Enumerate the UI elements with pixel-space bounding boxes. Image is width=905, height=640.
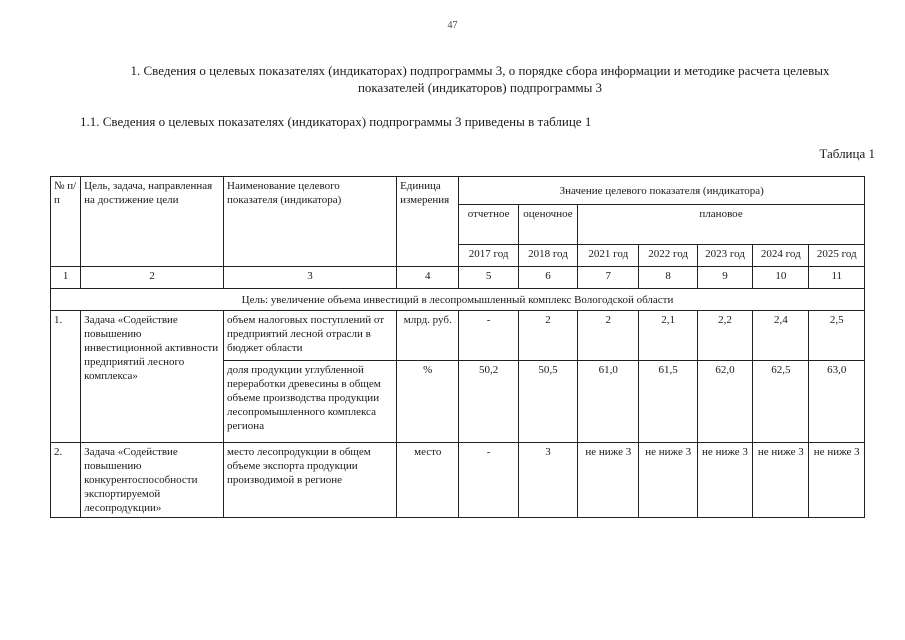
value-cell: 2,1 (639, 311, 697, 361)
header-year: 2024 год (753, 245, 809, 267)
column-number: 5 (459, 267, 518, 289)
header-indicator: Наименование целевого показателя (индикатора) (224, 177, 397, 267)
row-number: 2. (51, 443, 81, 518)
indicator-name: место лесопродукции в общем объеме экспорта продукции производимой в регионе (224, 443, 397, 518)
value-cell: 2,4 (753, 311, 809, 361)
header-year: 2023 год (697, 245, 752, 267)
table-row (51, 311, 865, 361)
value-cell: 2,2 (697, 311, 752, 361)
value-cell: 62,0 (697, 361, 752, 443)
header-planned: плановое (578, 205, 865, 245)
value-cell: не ниже 3 (697, 443, 752, 518)
column-number: 2 (81, 267, 224, 289)
value-cell: 50,5 (518, 361, 577, 443)
indicators-table (50, 176, 865, 518)
value-cell: не ниже 3 (809, 443, 865, 518)
indicator-name: доля продукции углубленной переработки древесины в общем объеме производства продукции лесопромышленного комплекса региона (224, 361, 397, 443)
indicator-name: объем налоговых поступлений от предприятий лесной отрасли в бюджет области (224, 311, 397, 361)
header-unit: Единица измерения (397, 177, 459, 267)
section-heading: 1. Сведения о целевых показателях (индикаторах) подпрограммы 3, о порядке сбора информации и методике расчета целевых показателей (индикаторов) подпрограммы 3 (130, 63, 830, 95)
table-row (51, 443, 865, 518)
value-cell: 3 (518, 443, 577, 518)
value-cell: 2 (578, 311, 639, 361)
header-year: 2025 год (809, 245, 865, 267)
column-number: 8 (639, 267, 697, 289)
value-cell: 62,5 (753, 361, 809, 443)
value-cell: 61,0 (578, 361, 639, 443)
unit-cell: место (397, 443, 459, 518)
column-number: 9 (697, 267, 752, 289)
column-number: 10 (753, 267, 809, 289)
header-year: 2018 год (518, 245, 577, 267)
header-year: 2017 год (459, 245, 518, 267)
header-estimated: оценочное (518, 205, 577, 245)
value-cell: 63,0 (809, 361, 865, 443)
header-year: 2021 год (578, 245, 639, 267)
row-number: 1. (51, 311, 81, 443)
task-cell: Задача «Содействие повышению инвестиционной активности предприятий лесного комплекса» (81, 311, 224, 443)
table-caption: Таблица 1 (819, 146, 875, 161)
unit-cell: % (397, 361, 459, 443)
column-number: 3 (224, 267, 397, 289)
value-cell: не ниже 3 (639, 443, 697, 518)
value-cell: - (459, 311, 518, 361)
value-cell: - (459, 443, 518, 518)
column-number: 1 (51, 267, 81, 289)
subsection-heading: 1.1. Сведения о целевых показателях (индикаторах) подпрограммы 3 приведены в таблице 1 (80, 114, 592, 129)
value-cell: 2 (518, 311, 577, 361)
column-number: 4 (397, 267, 459, 289)
column-number: 7 (578, 267, 639, 289)
task-cell: Задача «Содействие повышению конкурентоспособности экспортируемой лесопродукции» (81, 443, 224, 518)
header-value: Значение целевого показателя (индикатора) (459, 177, 865, 205)
unit-cell: млрд. руб. (397, 311, 459, 361)
value-cell: 2,5 (809, 311, 865, 361)
goal-row: Цель: увеличение объема инвестиций в лесопромышленный комплекс Вологодской области (51, 289, 865, 311)
value-cell: не ниже 3 (753, 443, 809, 518)
column-number: 11 (809, 267, 865, 289)
header-reported: отчетное (459, 205, 518, 245)
header-no: № п/п (51, 177, 81, 267)
column-number: 6 (518, 267, 577, 289)
header-goal: Цель, задача, направленная на достижение цели (81, 177, 224, 267)
value-cell: 50,2 (459, 361, 518, 443)
value-cell: не ниже 3 (578, 443, 639, 518)
value-cell: 61,5 (639, 361, 697, 443)
page-number: 47 (447, 20, 458, 31)
header-year: 2022 год (639, 245, 697, 267)
